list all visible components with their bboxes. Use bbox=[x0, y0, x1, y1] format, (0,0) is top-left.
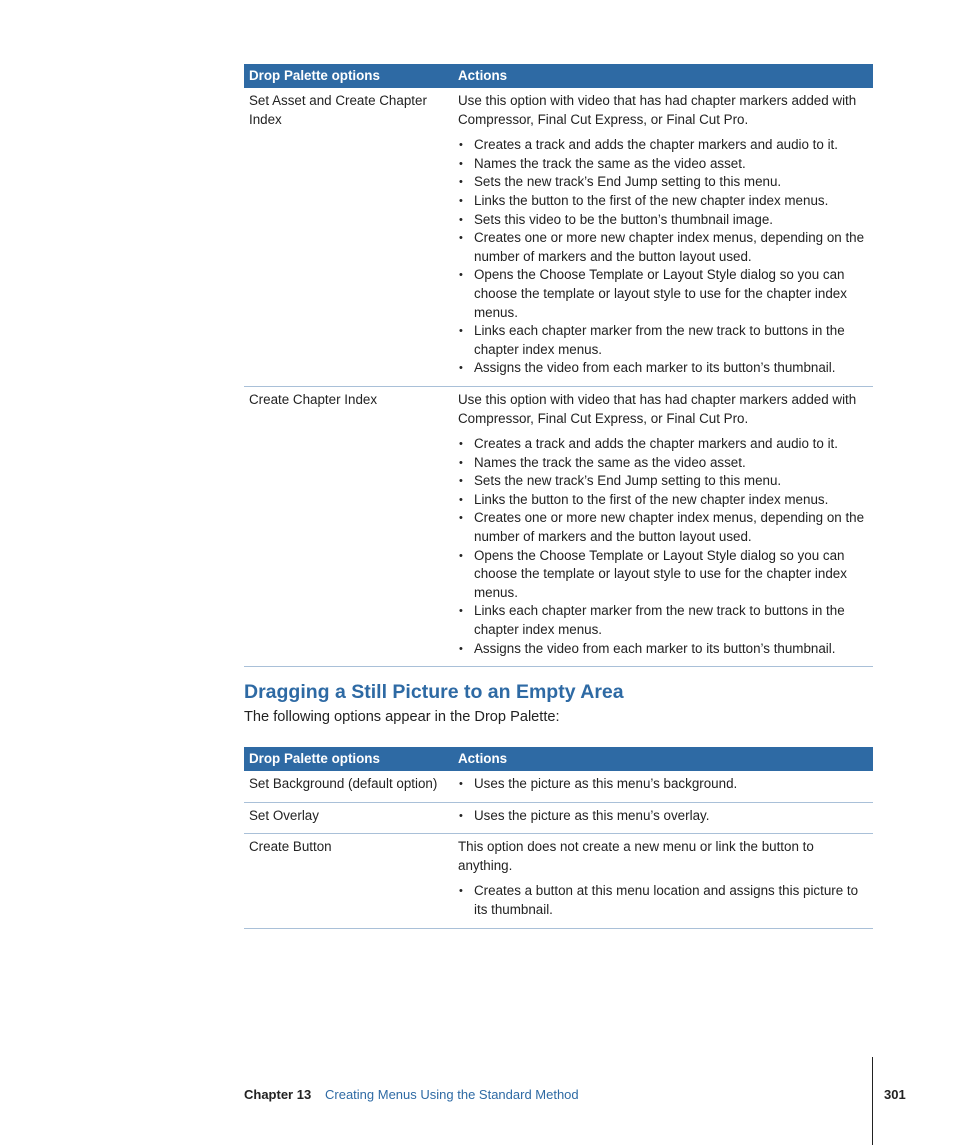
list-item: • Creates a track and adds the chapter markers and audio to it. bbox=[458, 435, 867, 454]
option-name: Set Asset and Create Chapter Index bbox=[249, 93, 427, 127]
list-item: • Opens the Choose Template or Layout Style dialog so you can choose the template or layout style to use for the chapter index menus. bbox=[458, 547, 867, 603]
header-actions: Actions bbox=[458, 67, 508, 83]
header-options: Drop Palette options bbox=[249, 67, 380, 83]
table-row bbox=[244, 834, 873, 928]
list-item: • Opens the Choose Template or Layout Style dialog so you can choose the template or layout style to use for the chapter index menus. bbox=[458, 266, 867, 322]
action-intro: This option does not create a new menu or link the button to anything. bbox=[458, 839, 814, 873]
footer-divider bbox=[872, 1057, 873, 1145]
action-list bbox=[458, 136, 867, 378]
list-item: • Creates a track and adds the chapter markers and audio to it. bbox=[458, 136, 867, 155]
table-row bbox=[244, 771, 873, 803]
list-item: • Links each chapter marker from the new track to buttons in the chapter index menus. bbox=[458, 602, 867, 639]
action-cell bbox=[454, 387, 873, 666]
action-list bbox=[458, 882, 867, 919]
list-item: • Names the track the same as the video asset. bbox=[458, 454, 867, 473]
drop-palette-table-video bbox=[244, 64, 873, 667]
action-cell bbox=[454, 834, 873, 927]
table-row bbox=[244, 803, 873, 835]
option-name: Create Chapter Index bbox=[249, 391, 378, 407]
table-row bbox=[244, 88, 873, 387]
action-cell bbox=[454, 803, 873, 834]
table-row bbox=[244, 387, 873, 667]
list-item: • Sets the new track’s End Jump setting to this menu. bbox=[458, 173, 867, 192]
list-item: • Links each chapter marker from the new track to buttons in the chapter index menus. bbox=[458, 322, 867, 359]
table-header bbox=[244, 64, 873, 88]
action-cell bbox=[454, 771, 873, 802]
option-name: Create Button bbox=[249, 839, 332, 855]
list-item: • Creates one or more new chapter index menus, depending on the number of markers and the button layout used. bbox=[458, 509, 867, 546]
footer-chapter: Chapter 13 bbox=[244, 1087, 312, 1102]
footer-chapter-title: Creating Menus Using the Standard Method bbox=[325, 1087, 579, 1102]
section-intro: The following options appear in the Drop Palette: bbox=[244, 709, 560, 725]
action-list bbox=[458, 435, 867, 658]
section-heading: Dragging a Still Picture to an Empty Area bbox=[244, 681, 624, 703]
table-header bbox=[244, 747, 873, 771]
header-actions: Actions bbox=[458, 750, 508, 766]
list-item: • Sets this video to be the button’s thumbnail image. bbox=[458, 211, 867, 230]
option-name: Set Overlay bbox=[249, 807, 319, 823]
list-item: • Uses the picture as this menu’s overlay. bbox=[458, 807, 867, 826]
option-name: Set Background (default option) bbox=[249, 776, 438, 791]
list-item: • Creates one or more new chapter index menus, depending on the number of markers and the button layout used. bbox=[458, 229, 867, 266]
action-intro: Use this option with video that has had chapter markers added with Compressor, Final Cut Express, or Final Cut Pro. bbox=[458, 391, 857, 426]
page-number: 301 bbox=[884, 1087, 906, 1102]
list-item: • Sets the new track’s End Jump setting to this menu. bbox=[458, 472, 867, 491]
list-item: • Assigns the video from each marker to its button’s thumbnail. bbox=[458, 359, 867, 378]
list-item: • Links the button to the first of the new chapter index menus. bbox=[458, 491, 867, 510]
drop-palette-table-still bbox=[244, 747, 873, 929]
action-list bbox=[458, 775, 867, 794]
header-options: Drop Palette options bbox=[249, 750, 380, 766]
action-list bbox=[458, 807, 867, 826]
action-cell bbox=[454, 88, 873, 386]
list-item: • Creates a button at this menu location and assigns this picture to its thumbnail. bbox=[458, 882, 867, 919]
list-item: • Uses the picture as this menu’s background. bbox=[458, 775, 867, 794]
list-item: • Names the track the same as the video asset. bbox=[458, 155, 867, 174]
list-item: • Assigns the video from each marker to its button’s thumbnail. bbox=[458, 640, 867, 659]
list-item: • Links the button to the first of the new chapter index menus. bbox=[458, 192, 867, 211]
action-intro: Use this option with video that has had chapter markers added with Compressor, Final Cut Express, or Final Cut Pro. bbox=[458, 93, 857, 127]
